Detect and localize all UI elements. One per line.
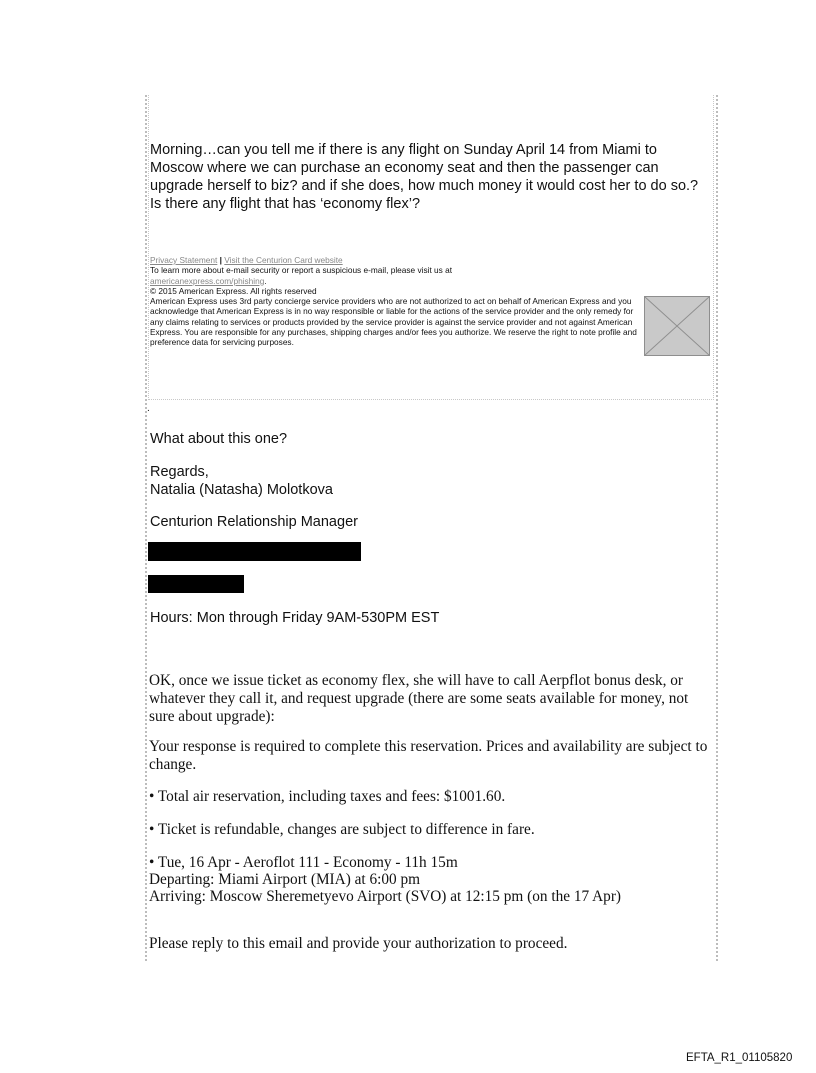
- stray-dot: .: [147, 403, 150, 414]
- arriving-text: Arriving: Moscow Sheremetyevo Airport (SVO) at 12:15 pm (on the 17 Apr): [149, 888, 622, 905]
- sender-title: Centurion Relationship Manager: [150, 514, 358, 530]
- security-text: To learn more about e-mail security or report a suspicious e-mail, please visit us at: [150, 265, 453, 276]
- client-question: Morning…can you tell me if there is any flight on Sunday April 14 from Miami to Moscow where we can purchase an economy seat and then the passenger can upgrade herself to biz? and if she does, how much money it would cost her to do so.? Is there any flight that has ‘economy flex’?: [150, 142, 699, 212]
- redaction-bar: [148, 575, 244, 593]
- document-id: EFTA_R1_01105820: [686, 1052, 793, 1064]
- agent-intro: OK, once we issue ticket as economy flex, she will have to call Aerpflot bonus desk, or whatever they call it, and request upgrade (there are some seats available for money, not sure about upgrade):: [149, 672, 689, 725]
- redaction-bar: [148, 542, 361, 561]
- please-reply-text: Please reply to this email and provide your authorization to proceed.: [149, 935, 568, 952]
- missing-image-icon: [644, 296, 710, 356]
- phishing-period: .: [264, 275, 267, 286]
- regards-text: Regards,: [150, 464, 209, 480]
- disclaimer-text: American Express uses 3rd party concierge service providers who are not authorized to act on behalf of American Express and you acknowledge that American Express is in no way responsible or liable for the actions of the service provider and the only remedy for any claims relating to services or products provided by the service provider is against the service provider and not against American Express. You are responsible for any purchases, shipping charges and/or fees you authorize. We reserve the right to note profile and preference data for servicing purposes.: [150, 296, 637, 348]
- bullet-total: • Total air reservation, including taxes and fees: $1001.60.: [149, 788, 506, 805]
- bullet-refundable: • Ticket is refundable, changes are subject to difference in fare.: [149, 821, 535, 838]
- what-about-text: What about this one?: [150, 431, 288, 447]
- hours-text: Hours: Mon through Friday 9AM-530PM EST: [150, 610, 440, 626]
- privacy-statement-link[interactable]: Privacy Statement: [150, 255, 218, 265]
- response-required-text: Your response is required to complete this reservation. Prices and availability are subject to change.: [149, 738, 708, 773]
- sender-name: Natalia (Natasha) Molotkova: [150, 482, 333, 498]
- phishing-link[interactable]: americanexpress.com/phishing: [150, 275, 265, 286]
- centurion-website-link[interactable]: Visit the Centurion Card website: [224, 255, 343, 265]
- amex-footer: [150, 255, 645, 348]
- copyright-text: © 2015 American Express. All rights reserved: [150, 285, 317, 296]
- footer-separator: |: [219, 255, 222, 265]
- departing-text: Departing: Miami Airport (MIA) at 6:00 pm: [149, 871, 421, 888]
- bullet-flight: • Tue, 16 Apr - Aeroflot 111 - Economy - 11h 15m: [149, 854, 458, 871]
